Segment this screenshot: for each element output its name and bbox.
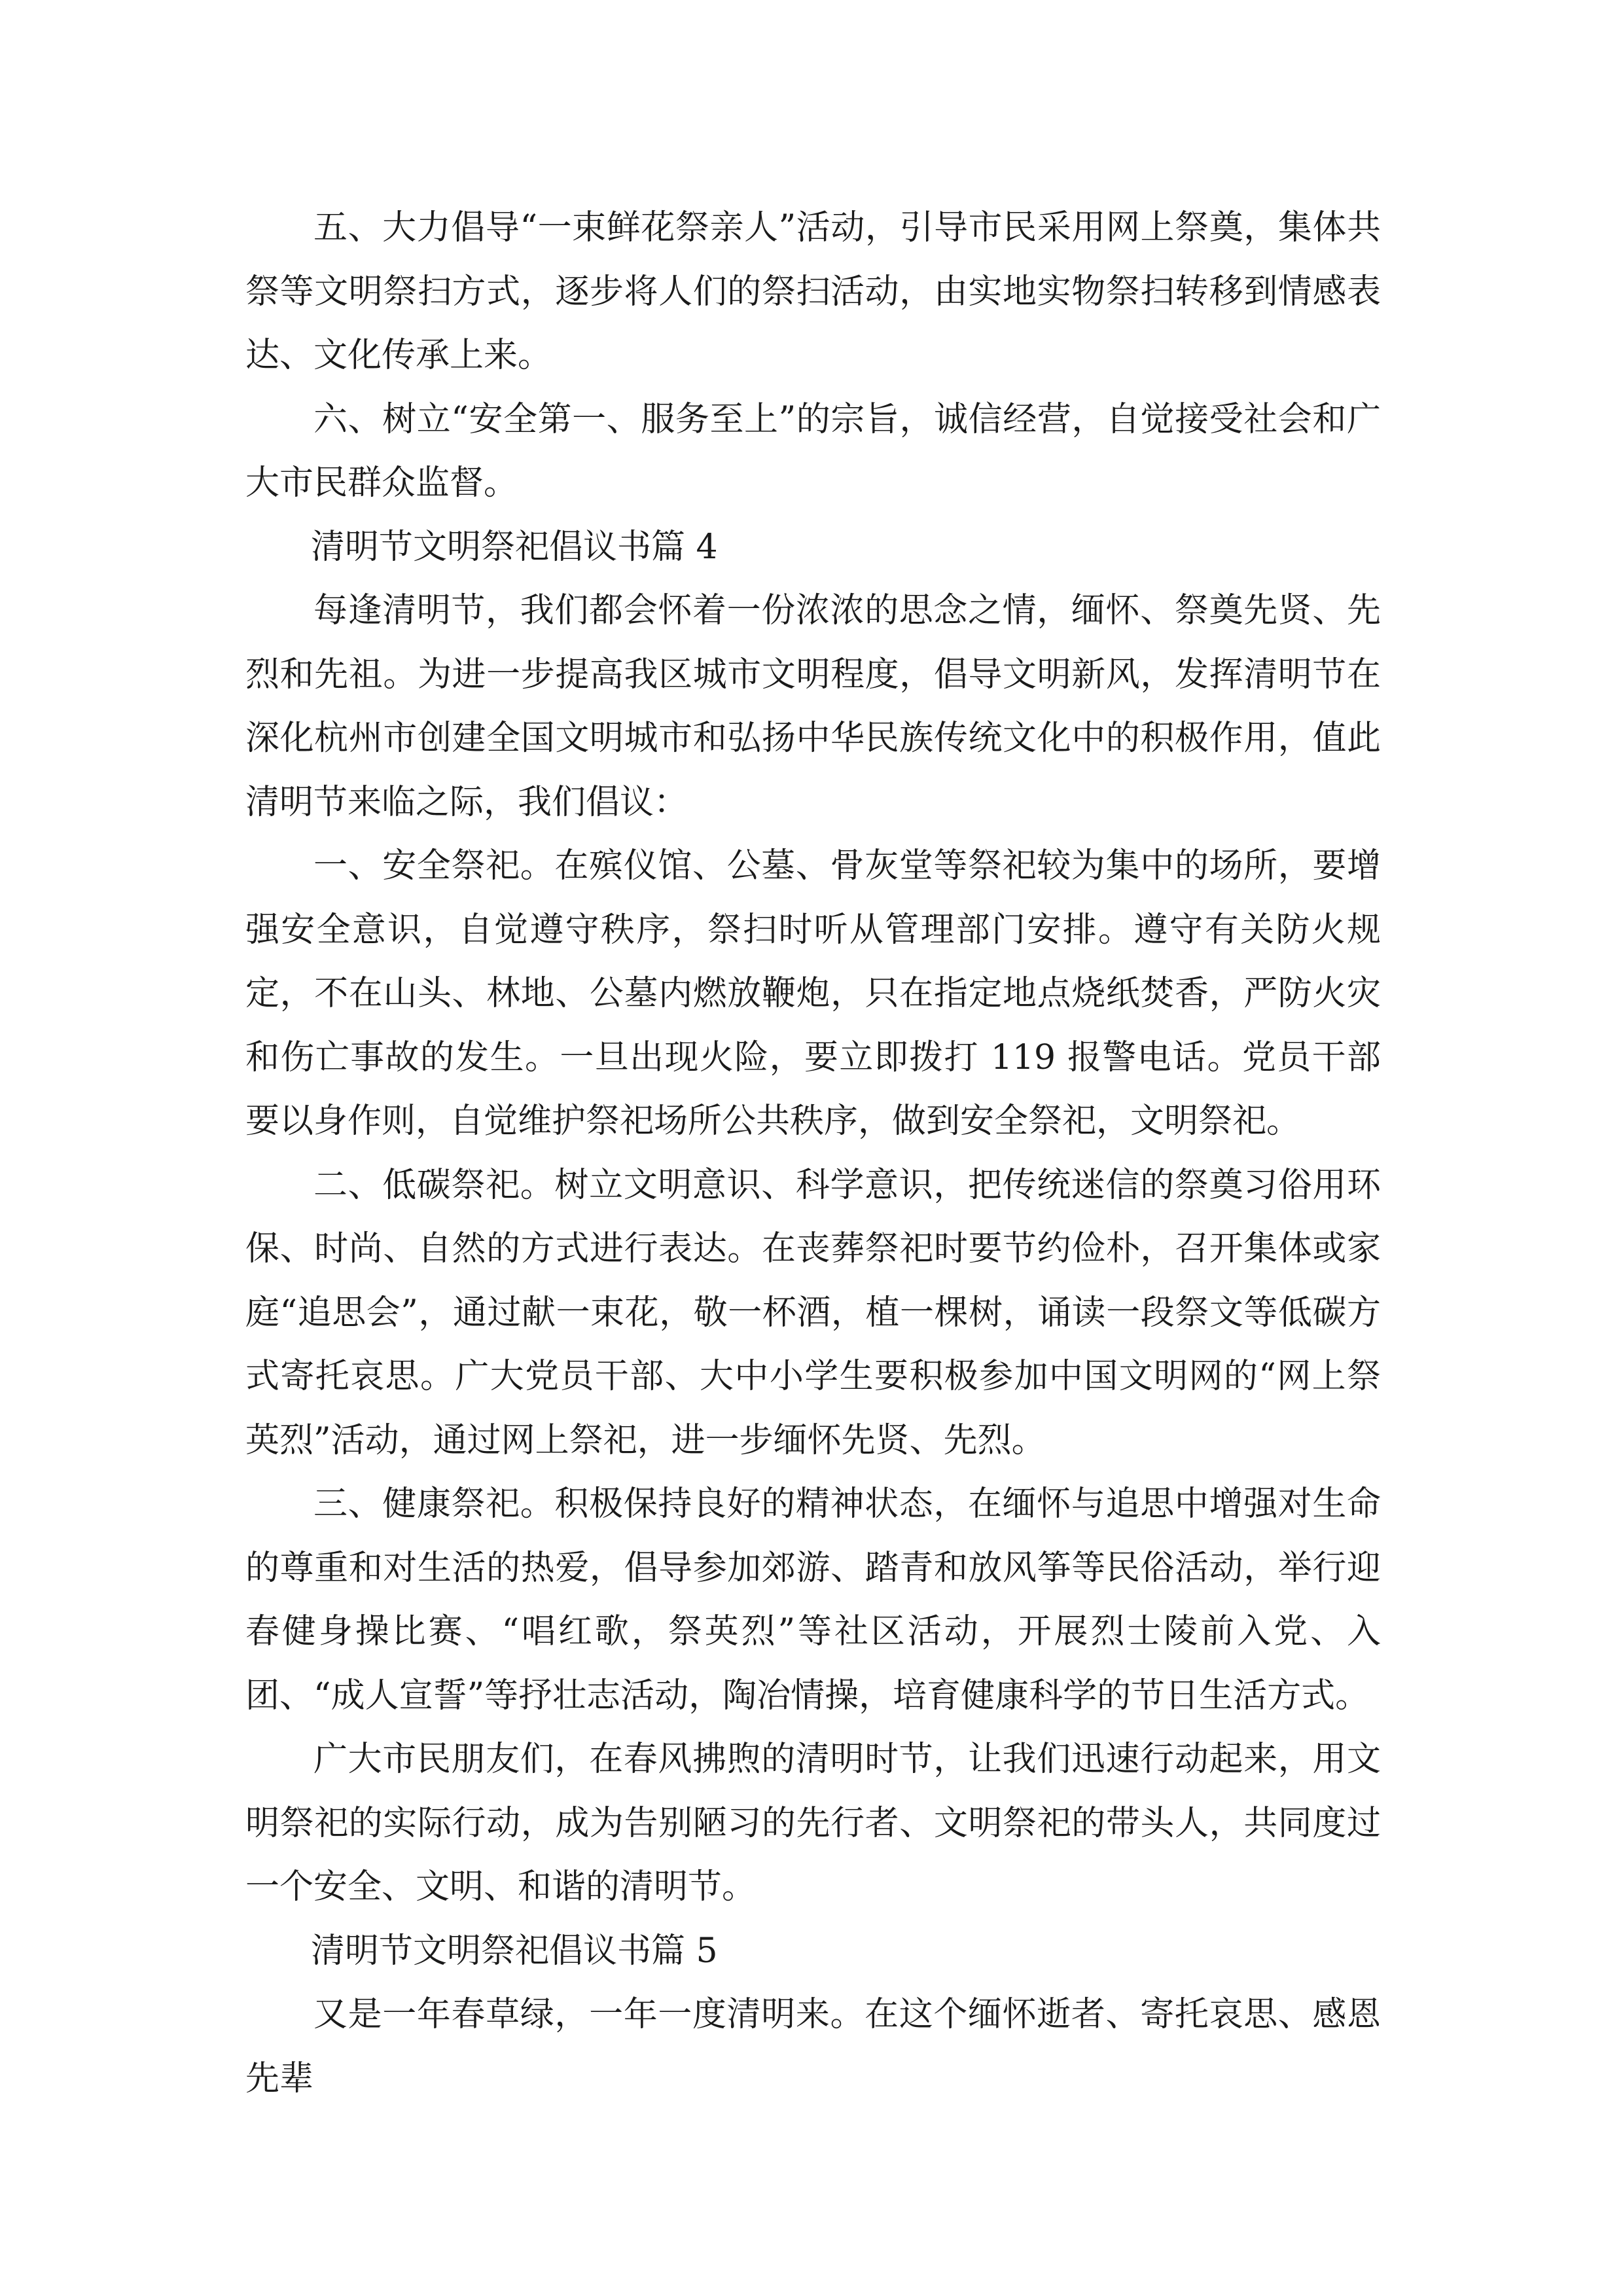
paragraph-safe-sacrifice: 一、安全祭祀。在殡仪馆、公墓、骨灰堂等祭祀较为集中的场所，要增强安全意识，自觉遵守秩序，祭扫时听从管理部门安排。遵守有关防火规定，不在山头、林地、公墓内燃放鞭炮，只在指定地点烧纸焚香，严防火灾和伤亡事故的发生。一旦出现火险，要立即拨打 119 报警电话。党员干部要以身作则，自觉维护祭祀场所公共秩序，做到安全祭祀，文明祭祀。	[245, 846, 1381, 1141]
paragraph-closing: 广大市民朋友们，在春风拂煦的清明时节，让我们迅速行动起来，用文明祭祀的实际行动，成为告别陋习的先行者、文明祭祀的带头人，共同度过一个安全、文明、和谐的清明节。	[245, 1740, 1381, 1907]
paragraph-healthy-sacrifice: 三、健康祭祀。积极保持良好的精神状态，在缅怀与追思中增强对生命的尊重和对生活的热爱，倡导参加郊游、踏青和放风筝等民俗活动，举行迎春健身操比赛、“唱红歌，祭英烈”等社区活动，开展烈士陵前入党、入团、“成人宣誓”等抒壮志活动，陶冶情操，培育健康科学的节日生活方式。	[245, 1484, 1381, 1715]
document-body	[245, 196, 1381, 2111]
paragraph-low-carbon-sacrifice: 二、低碳祭祀。树立文明意识、科学意识，把传统迷信的祭奠习俗用环保、时尚、自然的方式进行表达。在丧葬祭祀时要节约俭朴，召开集体或家庭“追思会”，通过献一束花，敬一杯酒，植一棵树，诵读一段祭文等低碳方式寄托哀思。广大党员干部、大中小学生要积极参加中国文明网的“网上祭英烈”活动，通过网上祭祀，进一步缅怀先贤、先烈。	[245, 1165, 1381, 1460]
paragraph-section5-opening: 又是一年春草绿，一年一度清明来。在这个缅怀逝者、寄托哀思、感恩先辈	[245, 1995, 1381, 2098]
paragraph-intro: 每逢清明节，我们都会怀着一份浓浓的思念之情，缅怀、祭奠先贤、先烈和先祖。为进一步提高我区城市文明程度，倡导文明新风，发挥清明节在深化杭州市创建全国文明城市和弘扬中华民族传统文化中的积极作用，值此清明节来临之际，我们倡议：	[245, 591, 1381, 822]
section-heading-4: 清明节文明祭祀倡议书篇 4	[311, 527, 718, 567]
paragraph-item-5: 五、大力倡导“一束鲜花祭亲人”活动，引导市民采用网上祭奠，集体共祭等文明祭扫方式，逐步将人们的祭扫活动，由实地实物祭扫转移到情感表达、文化传承上来。	[245, 208, 1381, 375]
section-heading-5: 清明节文明祭祀倡议书篇 5	[311, 1931, 718, 1971]
paragraph-item-6: 六、树立“安全第一、服务至上”的宗旨，诚信经营，自觉接受社会和广大市民群众监督。	[245, 399, 1381, 503]
